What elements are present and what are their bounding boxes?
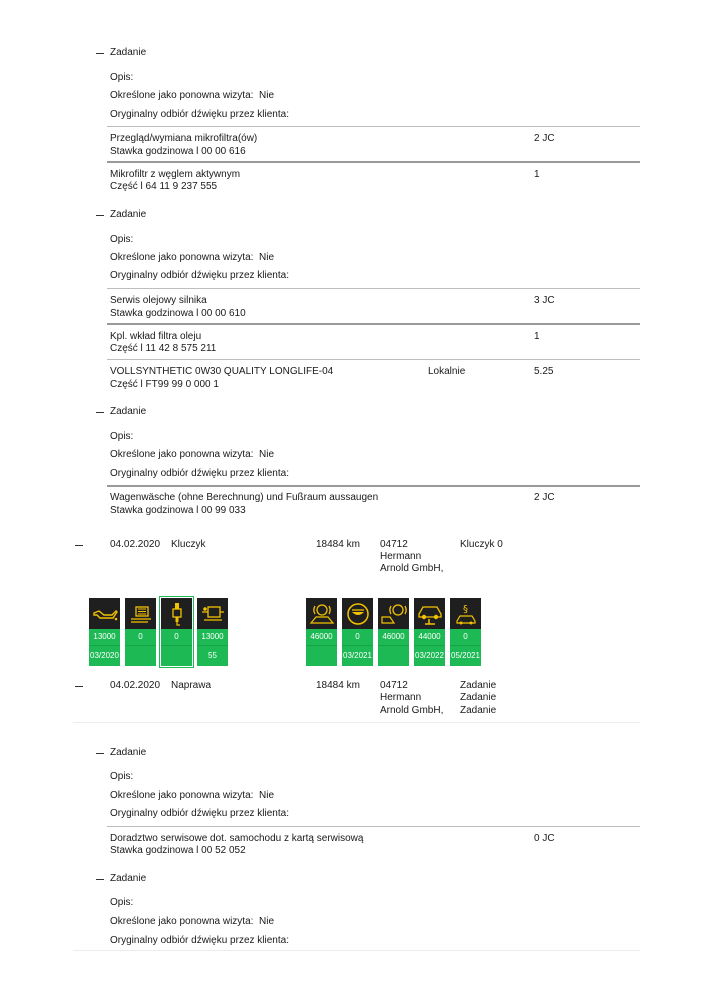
repeat-visit-value: Nie bbox=[259, 790, 275, 801]
tile-value: 44000 bbox=[414, 629, 445, 645]
opis-label: Opis: bbox=[110, 72, 134, 83]
rear-brakes-icon bbox=[378, 598, 409, 629]
dealer-name: Arnold GmbH, bbox=[380, 563, 444, 574]
item-qty: 2 JC bbox=[534, 492, 555, 503]
tile-value: 0 bbox=[125, 629, 156, 645]
voice-label: Oryginalny odbiór dźwięku przez klienta: bbox=[110, 468, 289, 479]
tile-date bbox=[125, 645, 156, 666]
spark-plug-icon bbox=[161, 598, 192, 629]
item-name: Doradztwo serwisowe dot. samochodu z kartą serwisową bbox=[110, 833, 364, 844]
divider bbox=[107, 485, 640, 487]
engine-oil-icon bbox=[89, 598, 120, 629]
item-qty: 5.25 bbox=[534, 366, 554, 377]
collapse-dash[interactable] bbox=[75, 545, 83, 546]
svg-text:§: § bbox=[462, 603, 468, 615]
service-tile[interactable] bbox=[413, 597, 446, 667]
section-title: Zadanie bbox=[110, 406, 147, 417]
section-title: Zadanie bbox=[110, 209, 147, 220]
dealer-code: 04712 bbox=[380, 680, 408, 691]
voice-label: Oryginalny odbiór dźwięku przez klienta: bbox=[110, 808, 289, 819]
item-name: Wagenwäsche (ohne Berechnung) und Fußraum aussaugen bbox=[110, 492, 379, 503]
section-title: Zadanie bbox=[110, 47, 147, 58]
dealer-code: 04712 bbox=[380, 539, 408, 550]
tile-date bbox=[306, 645, 337, 666]
collapse-dash[interactable] bbox=[96, 215, 104, 216]
entry-note: Zadanie bbox=[460, 705, 497, 716]
divider bbox=[107, 161, 640, 163]
item-qty: 1 bbox=[534, 331, 540, 342]
tile-date bbox=[161, 645, 192, 666]
vehicle-check-icon bbox=[414, 598, 445, 629]
item-name: Serwis olejowy silnika bbox=[110, 295, 207, 306]
divider bbox=[107, 826, 640, 827]
item-code: Stawka godzinowa l 00 00 616 bbox=[110, 146, 246, 157]
item-qty: 1 bbox=[534, 169, 540, 180]
section-title: Zadanie bbox=[110, 873, 147, 884]
repeat-visit-label: Określone jako ponowna wizyta: bbox=[110, 90, 254, 101]
service-tile[interactable] bbox=[377, 597, 410, 667]
collapse-dash[interactable] bbox=[96, 53, 104, 54]
entry-note: Kluczyk 0 bbox=[460, 539, 503, 550]
opis-label: Opis: bbox=[110, 234, 134, 245]
divider bbox=[73, 950, 640, 951]
tile-date: 05/2021 bbox=[450, 645, 481, 666]
repeat-visit-label: Określone jako ponowna wizyta: bbox=[110, 252, 254, 263]
opis-label: Opis: bbox=[110, 431, 134, 442]
divider bbox=[107, 359, 640, 360]
divider bbox=[107, 288, 640, 289]
divider bbox=[73, 722, 640, 723]
repeat-visit-label: Określone jako ponowna wizyta: bbox=[110, 790, 254, 801]
opis-label: Opis: bbox=[110, 897, 134, 908]
service-tile[interactable] bbox=[88, 597, 121, 667]
divider bbox=[107, 323, 640, 325]
service-tile[interactable] bbox=[449, 597, 482, 667]
item-code: Część l FT99 99 0 000 1 bbox=[110, 379, 219, 390]
microfilter-icon bbox=[125, 598, 156, 629]
entry-mileage: 18484 km bbox=[316, 539, 360, 550]
item-code: Stawka godzinowa l 00 00 610 bbox=[110, 308, 246, 319]
entry-type: Kluczyk bbox=[171, 539, 206, 550]
collapse-dash[interactable] bbox=[96, 879, 104, 880]
entry-date: 04.02.2020 bbox=[110, 539, 161, 550]
item-qty: 2 JC bbox=[534, 133, 555, 144]
item-name: Przegląd/wymiana mikrofiltra(ów) bbox=[110, 133, 258, 144]
item-code: Stawka godzinowa l 00 52 052 bbox=[110, 845, 246, 856]
dealer-name: Arnold GmbH, bbox=[380, 705, 444, 716]
voice-label: Oryginalny odbiór dźwięku przez klienta: bbox=[110, 109, 289, 120]
divider bbox=[107, 126, 640, 127]
service-tile[interactable] bbox=[160, 597, 193, 667]
dealer-name: Hermann bbox=[380, 551, 422, 562]
tile-date: 03/2021 bbox=[342, 645, 373, 666]
collapse-dash[interactable] bbox=[96, 412, 104, 413]
item-qty: 0 JC bbox=[534, 833, 555, 844]
brake-fluid-icon bbox=[342, 598, 373, 629]
tile-date bbox=[378, 645, 409, 666]
opis-label: Opis: bbox=[110, 771, 134, 782]
tile-value: 46000 bbox=[378, 629, 409, 645]
repeat-visit-value: Nie bbox=[259, 252, 275, 263]
tile-date: 03/2022 bbox=[414, 645, 445, 666]
collapse-dash[interactable] bbox=[75, 686, 83, 687]
entry-date: 04.02.2020 bbox=[110, 680, 161, 691]
inspection-paragraph-icon bbox=[450, 598, 481, 629]
repeat-visit-value: Nie bbox=[259, 449, 275, 460]
entry-type: Naprawa bbox=[171, 680, 212, 691]
item-code: Stawka godzinowa l 00 99 033 bbox=[110, 505, 246, 516]
entry-note: Zadanie bbox=[460, 692, 497, 703]
service-tile[interactable] bbox=[196, 597, 229, 667]
tile-value: 13000 bbox=[89, 629, 120, 645]
entry-mileage: 18484 km bbox=[316, 680, 360, 691]
repeat-visit-value: Nie bbox=[259, 916, 275, 927]
item-name: VOLLSYNTHETIC 0W30 QUALITY LONGLIFE-04 bbox=[110, 366, 334, 377]
voice-label: Oryginalny odbiór dźwięku przez klienta: bbox=[110, 935, 289, 946]
tile-date: 55 bbox=[197, 645, 228, 666]
section-title: Zadanie bbox=[110, 747, 147, 758]
tile-value: 46000 bbox=[306, 629, 337, 645]
entry-note: Zadanie bbox=[460, 680, 497, 691]
collapse-dash[interactable] bbox=[96, 753, 104, 754]
service-tile[interactable] bbox=[124, 597, 157, 667]
voice-label: Oryginalny odbiór dźwięku przez klienta: bbox=[110, 270, 289, 281]
service-tile[interactable] bbox=[305, 597, 338, 667]
front-brakes-icon bbox=[306, 598, 337, 629]
item-name: Kpl. wkład filtra oleju bbox=[110, 331, 202, 342]
item-code: Część l 11 42 8 575 211 bbox=[110, 343, 217, 354]
tile-value: 0 bbox=[342, 629, 373, 645]
item-qty: 3 JC bbox=[534, 295, 555, 306]
repeat-visit-value: Nie bbox=[259, 90, 275, 101]
repeat-visit-label: Określone jako ponowna wizyta: bbox=[110, 916, 254, 927]
diesel-filter-icon bbox=[197, 598, 228, 629]
tile-value: 0 bbox=[161, 629, 192, 645]
service-tile[interactable] bbox=[341, 597, 374, 667]
item-name: Mikrofiltr z węglem aktywnym bbox=[110, 169, 241, 180]
dealer-name: Hermann bbox=[380, 692, 422, 703]
tile-date: 03/2020 bbox=[89, 645, 120, 666]
tile-value: 13000 bbox=[197, 629, 228, 645]
repeat-visit-label: Określone jako ponowna wizyta: bbox=[110, 449, 254, 460]
item-code: Część l 64 11 9 237 555 bbox=[110, 181, 218, 192]
tile-value: 0 bbox=[450, 629, 481, 645]
item-source: Lokalnie bbox=[428, 366, 466, 377]
